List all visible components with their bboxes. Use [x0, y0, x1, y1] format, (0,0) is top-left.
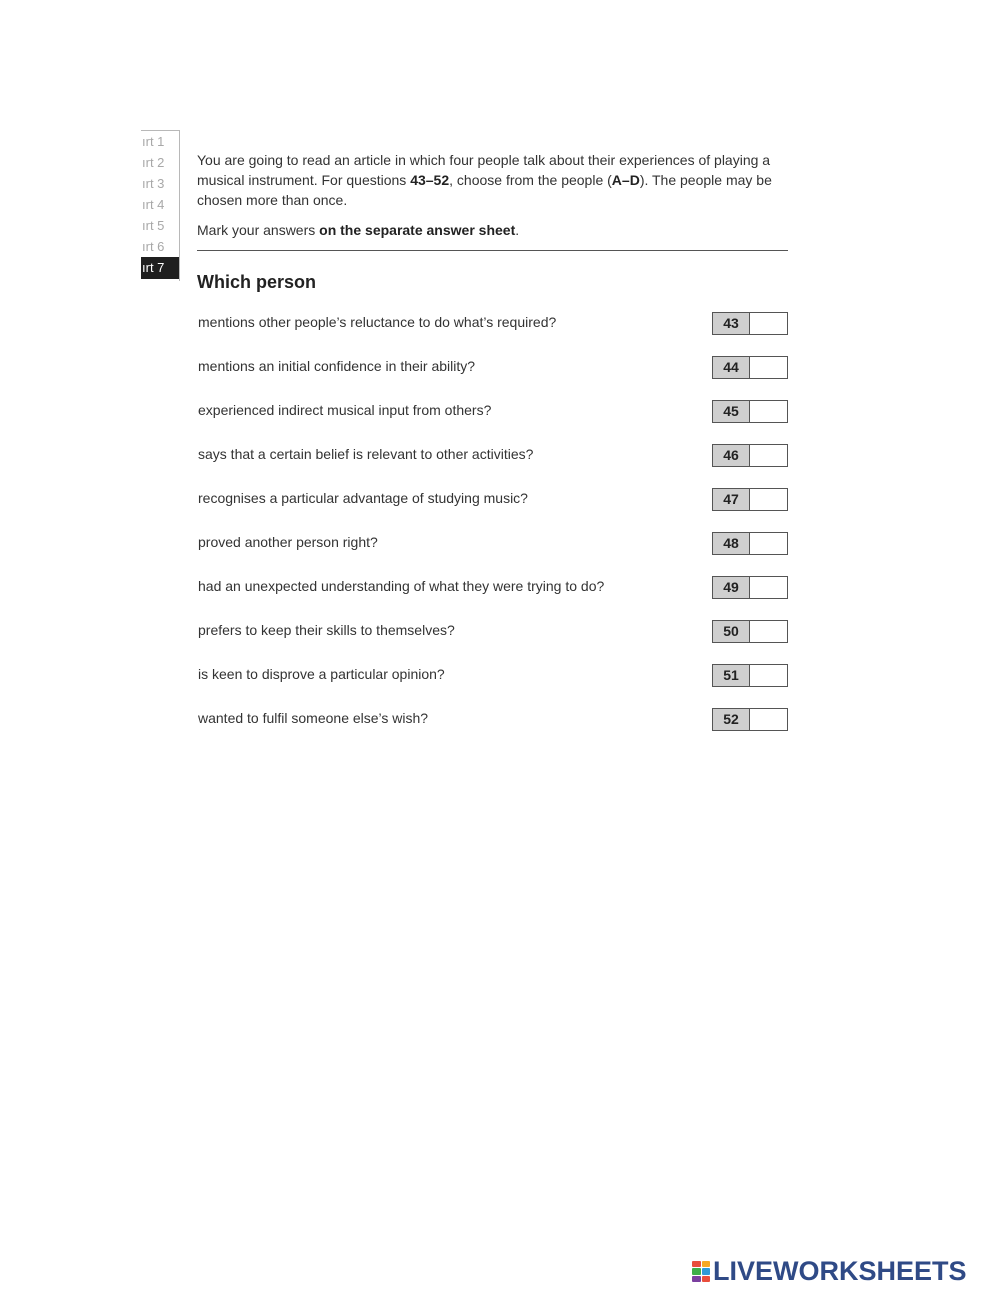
logo-square: [702, 1276, 711, 1283]
question-row: [197, 312, 789, 356]
question-text: had an unexpected understanding of what they were trying to do?: [198, 578, 605, 594]
question-number: 47: [713, 489, 750, 510]
question-text: recognises a particular advantage of studying music?: [198, 490, 528, 506]
answer-input-box[interactable]: [750, 489, 787, 510]
question-text: proved another person right?: [198, 534, 378, 550]
liveworksheets-logo-icon: [692, 1261, 710, 1283]
part-navigation: [141, 130, 180, 281]
part-3-tab[interactable]: ırt 3: [142, 176, 165, 191]
question-text: says that a certain belief is relevant to other activities?: [198, 446, 534, 462]
part-4-tab[interactable]: ırt 4: [142, 197, 165, 212]
question-text: mentions other people’s reluctance to do what’s required?: [198, 314, 557, 330]
answer-sheet-emphasis: on the separate answer sheet: [319, 222, 516, 238]
question-number: 46: [713, 445, 750, 466]
question-number: 50: [713, 621, 750, 642]
answer-input-box[interactable]: [750, 313, 787, 334]
liveworksheets-logo: [692, 1256, 967, 1287]
instructions: [197, 150, 797, 240]
logo-square: [692, 1276, 701, 1283]
answer-box: [712, 312, 788, 335]
question-range: 43–52: [410, 172, 450, 188]
question-row: [197, 356, 789, 400]
question-text: wanted to fulfil someone else’s wish?: [198, 710, 429, 726]
answer-box: [712, 356, 788, 379]
question-text: mentions an initial confidence in their ability?: [198, 358, 476, 374]
instructions-text-part: You are going to read an article in which four people talk about their experiences of playing a musical instrument. For questions: [197, 152, 771, 188]
logo-square: [702, 1268, 711, 1275]
logo-square: [692, 1261, 701, 1268]
logo-square: [692, 1268, 701, 1275]
question-row: [197, 400, 789, 444]
part-1-tab[interactable]: ırt 1: [142, 134, 165, 149]
question-row: [197, 532, 789, 576]
logo-square: [702, 1261, 711, 1268]
question-number: 52: [713, 709, 750, 730]
mark-text: Mark your answers: [197, 222, 320, 238]
answer-box: [712, 620, 788, 643]
logo-text: LIVEWORKSHEETS: [713, 1256, 967, 1286]
question-list: [197, 312, 789, 752]
question-row: [197, 488, 789, 532]
instructions-text-part: ). The people may be chosen more than once.: [197, 172, 772, 208]
question-number: 44: [713, 357, 750, 378]
question-text: prefers to keep their skills to themselves?: [198, 622, 455, 638]
answer-input-box[interactable]: [750, 533, 787, 554]
instructions-text: [197, 150, 797, 210]
instructions-text-part: , choose from the people (: [449, 172, 612, 188]
people-letters: A–D: [611, 172, 640, 188]
part-5-tab[interactable]: ırt 5: [142, 218, 165, 233]
mark-text-end: .: [515, 222, 520, 238]
question-row: [197, 708, 789, 752]
answer-input-box[interactable]: [750, 577, 787, 598]
answer-box: [712, 400, 788, 423]
answer-input-box[interactable]: [750, 621, 787, 642]
answer-box: [712, 576, 788, 599]
question-number: 45: [713, 401, 750, 422]
question-text: experienced indirect musical input from others?: [198, 402, 492, 418]
answer-input-box[interactable]: [750, 357, 787, 378]
answer-input-box[interactable]: [750, 445, 787, 466]
answer-box: [712, 488, 788, 511]
mark-instructions: [197, 220, 797, 240]
part-6-tab[interactable]: ırt 6: [142, 239, 165, 254]
question-number: 48: [713, 533, 750, 554]
question-number: 51: [713, 665, 750, 686]
answer-box: [712, 664, 788, 687]
answer-box: [712, 444, 788, 467]
question-row: [197, 620, 789, 664]
question-text: is keen to disprove a particular opinion?: [198, 666, 445, 682]
question-row: [197, 444, 789, 488]
question-row: [197, 576, 789, 620]
question-number: 49: [713, 577, 750, 598]
section-heading: Which person: [197, 272, 317, 292]
answer-input-box[interactable]: [750, 401, 787, 422]
answer-input-box[interactable]: [750, 709, 787, 730]
part-2-tab[interactable]: ırt 2: [142, 155, 165, 170]
question-row: [197, 664, 789, 708]
part-7-tab-active[interactable]: ırt 7: [141, 257, 179, 279]
divider: [197, 250, 788, 251]
answer-input-box[interactable]: [750, 665, 787, 686]
answer-box: [712, 708, 788, 731]
answer-box: [712, 532, 788, 555]
question-number: 43: [713, 313, 750, 334]
